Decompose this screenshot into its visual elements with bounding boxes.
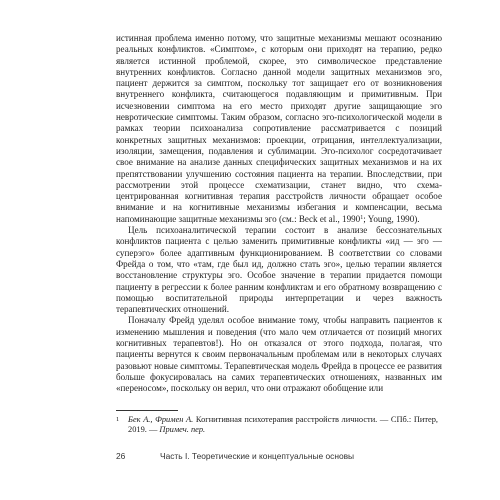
running-head: Часть I. Теоретические и концептуальные основы — [160, 451, 355, 461]
paragraph-3: Поначалу Фрейд уделял особое внимание тому, чтобы направить пациентов к изменению мышления и поведения (что мало чем отличается от позиций многих когнитивных терапевтов!). Но он отказался от этого подхода, полагая, что пациенты вернутся к своим первоначальным проблемам или в некоторых случаях разовьют новые симптомы. Терапевтическая модель Фрейда в процессе ее развития больше фокусировалась на самих терапевтических отношениях, названных им «переносом», поскольку он верил, что они отражают обобщение или — [116, 315, 442, 394]
footnote-divider — [116, 410, 178, 411]
footnote-reference: 1 — [360, 214, 364, 221]
footnote-text — [128, 415, 438, 436]
page-footer — [116, 451, 354, 461]
footnote-number: 1 — [116, 416, 120, 423]
paragraph-2: Цель психоаналитической терапии состоит в анализе бессознательных конфликтов пациента с целью заменить примитивные конфликты «ид — эго — суперэго» более адаптивным функционированием. В соответствии со словами Фрейда о том, что «там, где был ид, должно стать эго», целью терапии является восстановление структуры эго. Особое значение в терапии придается помощи пациенту в регрессии к более ранним конфликтам и его обратному возвращению с помощью воспитательной природы интерпретации и через важность терапевтических отношений. — [116, 225, 442, 315]
footnote-body: Когнитивная психотерапия расстройств личности. — СПб.: Питер, 2019. — — [128, 415, 439, 435]
footnote — [116, 415, 442, 436]
main-text — [116, 33, 442, 395]
paragraph-1: истинная проблема именно потому, что защитные механизмы мешают осознанию реальных конфликтов. «Симптом», с которым они приходят на терапию, редко является истинной проблемой, скорее, это символическое представление внутренних конфликтов. Согласно данной модели защитных механизмов эго, пациент держится за симптом, поскольку тот защищает его от возникновения внутреннего конфликта, считающегося подавляющим и примитивным. При исчезновении симптома на его место приходят другие защищающие эго невротические симптомы. Таким образом, согласно эго-психологической модели в рамках теории психоанализа сопротивление рассматривается с позиций конкретных защитных механизмов: проекции, отрицания, интеллектуализации, изоляции, замещения, подавления и сублимации. Эго-психолог сосредотачивает свое внимание на анализе данных специфических защитных механизмов и на их препятствовании улучшению состояния пациента на терапии. Впоследствии, при рассмотрении этой процессе схематизации, станет видно, что схема-центрированная когнитивная терапия расстройств личности обращает особое внимание и на когнитивные механизмы избегания и компенсации, весьма напоминающие защитные механизмы эго (см.: Beck et al., 1990$^1$; Young, 1990). — [116, 33, 442, 224]
footnote-editor-note: Примеч. пер. — [159, 425, 206, 435]
footnote-authors: Бек А., Фримен А. — [128, 415, 194, 424]
page-number: 26 — [116, 451, 126, 461]
